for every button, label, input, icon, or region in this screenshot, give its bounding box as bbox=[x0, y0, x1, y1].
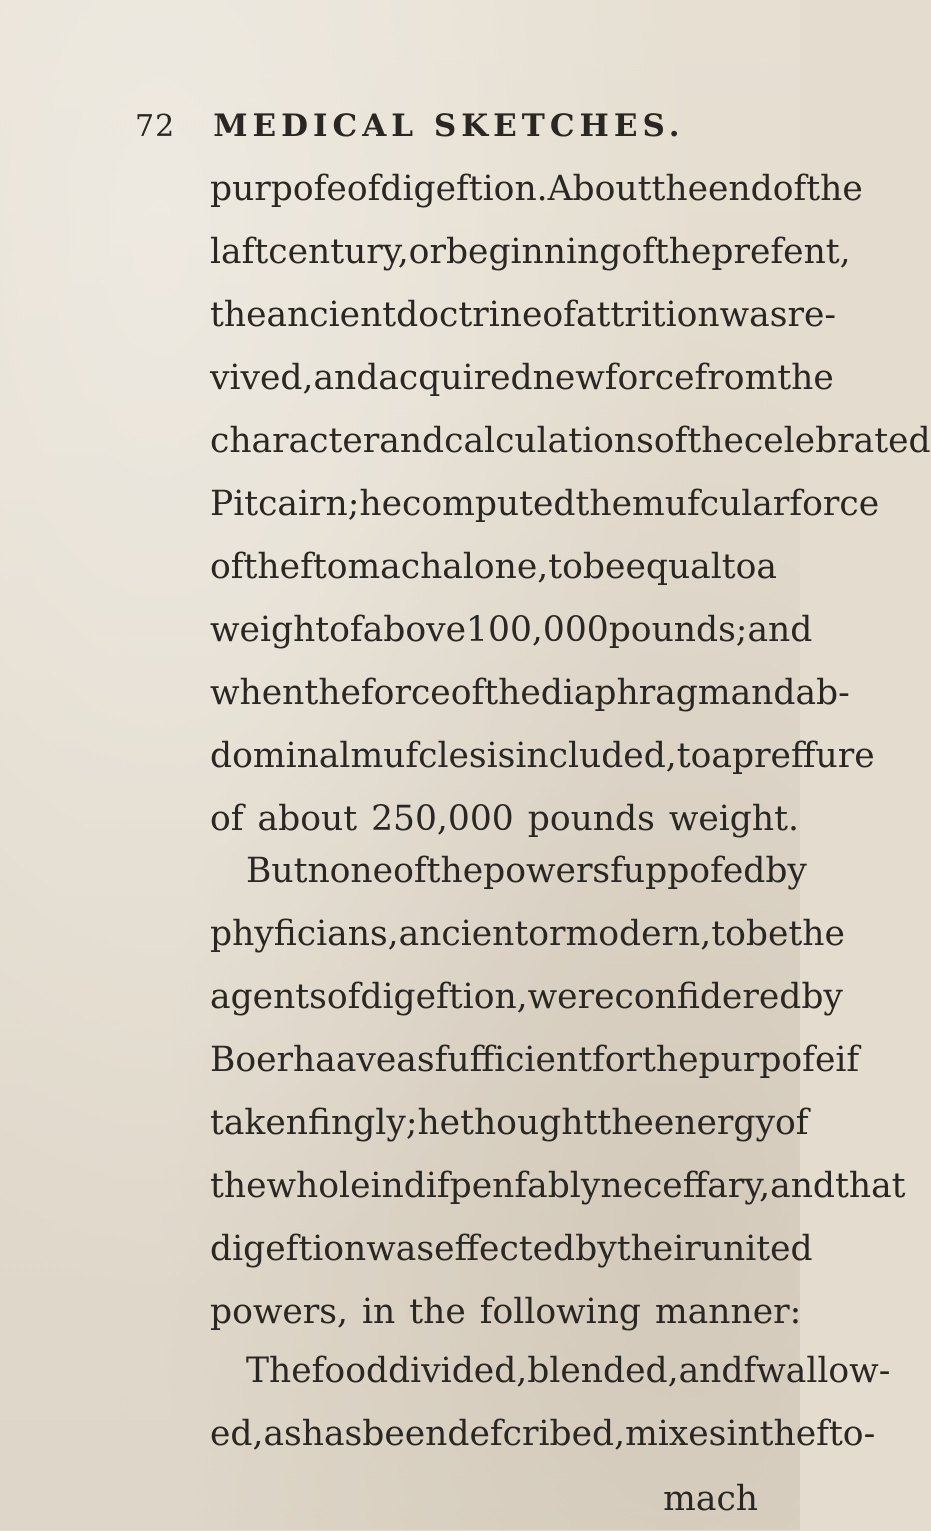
word: mufcles bbox=[350, 736, 487, 776]
word: the bbox=[597, 1103, 654, 1143]
text-line bbox=[210, 158, 863, 221]
word: as bbox=[263, 1414, 302, 1454]
word: computed bbox=[402, 484, 576, 524]
word: whole bbox=[266, 1166, 371, 1206]
text-line bbox=[210, 1155, 906, 1218]
word: by bbox=[575, 1229, 617, 1269]
word: and bbox=[770, 1166, 836, 1206]
word: the bbox=[788, 914, 845, 954]
text-line bbox=[210, 840, 807, 903]
word: powers, bbox=[210, 1292, 348, 1332]
text-line bbox=[210, 662, 850, 725]
word: as bbox=[396, 1040, 435, 1080]
text-line bbox=[210, 1281, 802, 1344]
word: weight. bbox=[668, 799, 799, 839]
text-line bbox=[210, 966, 843, 1029]
text-line bbox=[210, 599, 813, 662]
word: for bbox=[591, 1040, 643, 1080]
word: diaphragm bbox=[540, 673, 731, 713]
word: confidered bbox=[614, 977, 802, 1017]
word: a bbox=[711, 736, 732, 776]
word: of bbox=[653, 421, 688, 461]
word: by bbox=[765, 851, 807, 891]
word: united bbox=[700, 1229, 813, 1269]
word: energy bbox=[653, 1103, 775, 1143]
word: the bbox=[759, 1414, 817, 1454]
word: pounds bbox=[527, 799, 655, 839]
word: and bbox=[313, 358, 379, 398]
word: ftomach bbox=[300, 547, 443, 587]
text-line bbox=[210, 410, 931, 473]
word: and bbox=[379, 421, 445, 461]
word: new bbox=[532, 358, 605, 398]
word: prefent, bbox=[711, 232, 851, 272]
word: the bbox=[806, 169, 863, 209]
word: equal bbox=[625, 547, 722, 587]
text-line bbox=[210, 1092, 809, 1155]
word: above bbox=[362, 610, 467, 650]
word: their bbox=[616, 1229, 701, 1269]
word: of bbox=[393, 851, 427, 891]
word: of bbox=[329, 610, 363, 650]
word: divided, bbox=[388, 1351, 528, 1391]
word: of bbox=[772, 169, 807, 209]
word: the bbox=[210, 295, 267, 335]
word: were bbox=[527, 977, 615, 1017]
word: beginning bbox=[445, 232, 622, 272]
word: indifpenfably bbox=[370, 1166, 601, 1206]
word: or bbox=[408, 232, 446, 272]
word: ancient bbox=[398, 914, 529, 954]
word: he bbox=[359, 484, 403, 524]
word: was bbox=[719, 295, 788, 335]
word: the bbox=[654, 232, 712, 272]
word: the bbox=[426, 851, 484, 891]
word: The bbox=[246, 1351, 312, 1391]
word: doctrine bbox=[396, 295, 543, 335]
paragraph-1 bbox=[210, 158, 931, 851]
word: and bbox=[747, 610, 813, 650]
word: to bbox=[548, 547, 583, 587]
text-line bbox=[210, 284, 837, 347]
word: end bbox=[708, 169, 773, 209]
catchword-block bbox=[210, 1468, 758, 1531]
running-head bbox=[135, 108, 695, 148]
word: purpofe bbox=[698, 1040, 836, 1080]
word: a bbox=[756, 547, 777, 587]
word: force bbox=[360, 673, 451, 713]
word: of bbox=[542, 295, 576, 335]
word: ed, bbox=[210, 1414, 264, 1454]
word: the bbox=[651, 169, 709, 209]
word: 100,000 bbox=[466, 610, 609, 650]
text-line bbox=[210, 1340, 891, 1403]
word: been bbox=[362, 1414, 448, 1454]
word: be bbox=[582, 547, 626, 587]
paragraph-3 bbox=[210, 1340, 891, 1466]
word: neceffary, bbox=[600, 1166, 771, 1206]
word: ab- bbox=[795, 673, 850, 713]
word: when bbox=[210, 673, 305, 713]
text-line bbox=[210, 1029, 860, 1092]
text-line bbox=[210, 473, 880, 536]
word: the bbox=[642, 1040, 699, 1080]
word: of bbox=[210, 799, 244, 839]
word: none bbox=[307, 851, 394, 891]
page-number: 72 bbox=[135, 109, 176, 144]
word: the bbox=[304, 673, 361, 713]
catchword: mach bbox=[663, 1479, 758, 1519]
text-line bbox=[210, 1403, 876, 1466]
word: and bbox=[678, 1351, 744, 1391]
word: fuppofed bbox=[610, 851, 766, 891]
word: in bbox=[361, 1292, 396, 1332]
word: of bbox=[621, 232, 655, 272]
word: that bbox=[835, 1166, 906, 1206]
word: purpofe bbox=[210, 169, 347, 209]
text-line bbox=[210, 347, 834, 410]
word: digeftion bbox=[210, 1229, 367, 1269]
word: powers bbox=[483, 851, 611, 891]
word: attrition bbox=[575, 295, 720, 335]
word: to bbox=[721, 547, 757, 587]
word: Pitcairn; bbox=[210, 484, 360, 524]
word: is bbox=[486, 736, 516, 776]
word: alone, bbox=[442, 547, 549, 587]
word: the bbox=[409, 1292, 466, 1332]
word: was bbox=[366, 1229, 435, 1269]
word: taken bbox=[210, 1103, 308, 1143]
word: the bbox=[210, 1166, 267, 1206]
word: re- bbox=[787, 295, 837, 335]
word: character bbox=[210, 421, 380, 461]
word: About bbox=[547, 169, 652, 209]
word: of bbox=[450, 673, 485, 713]
word: food bbox=[311, 1351, 389, 1391]
word: force bbox=[789, 484, 880, 524]
word: has bbox=[301, 1414, 363, 1454]
word: 250,000 bbox=[371, 799, 514, 839]
word: dominal bbox=[210, 736, 351, 776]
word: about bbox=[257, 799, 358, 839]
word: fingly; bbox=[307, 1103, 418, 1143]
word: included, bbox=[515, 736, 677, 776]
word: weight bbox=[210, 610, 330, 650]
word: effected bbox=[434, 1229, 576, 1269]
word: ancient bbox=[266, 295, 397, 335]
word: the bbox=[687, 421, 744, 461]
word: preffure bbox=[731, 736, 875, 776]
text-line bbox=[210, 536, 777, 599]
word: Boerhaave bbox=[210, 1040, 397, 1080]
word: agents bbox=[210, 977, 327, 1017]
word: of bbox=[210, 547, 244, 587]
word: in bbox=[726, 1414, 760, 1454]
word: from bbox=[694, 358, 778, 398]
word: digeftion, bbox=[360, 977, 528, 1017]
word: of bbox=[326, 977, 361, 1017]
word: calculations bbox=[444, 421, 654, 461]
word: the bbox=[777, 358, 834, 398]
word: of bbox=[774, 1103, 809, 1143]
word: vived, bbox=[210, 358, 314, 398]
word: century, bbox=[268, 232, 409, 272]
text-line bbox=[210, 725, 875, 788]
word: he bbox=[417, 1103, 461, 1143]
word: defcribed, bbox=[447, 1414, 626, 1454]
word: pounds; bbox=[608, 610, 748, 650]
word: blended, bbox=[527, 1351, 679, 1391]
running-title: MEDICAL SKETCHES. bbox=[213, 108, 685, 144]
word: fto- bbox=[816, 1414, 876, 1454]
word: of bbox=[346, 169, 381, 209]
word: celebrated bbox=[743, 421, 931, 461]
word: or bbox=[528, 914, 566, 954]
text-line bbox=[210, 221, 851, 284]
word: thought bbox=[460, 1103, 598, 1143]
word: But bbox=[246, 851, 308, 891]
word: laft bbox=[210, 232, 269, 272]
word: if bbox=[835, 1040, 860, 1080]
word: by bbox=[801, 977, 843, 1017]
word: be bbox=[745, 914, 789, 954]
word: the bbox=[243, 547, 301, 587]
word: and bbox=[730, 673, 796, 713]
word: to bbox=[711, 914, 746, 954]
word: phyficians, bbox=[210, 914, 399, 954]
word: modern, bbox=[565, 914, 712, 954]
word: mixes bbox=[625, 1414, 727, 1454]
word: the bbox=[575, 484, 633, 524]
text-line bbox=[210, 903, 845, 966]
word: fufficient bbox=[434, 1040, 592, 1080]
word: mufcular bbox=[632, 484, 790, 524]
word: force bbox=[604, 358, 695, 398]
word: fwallow- bbox=[743, 1351, 891, 1391]
word: to bbox=[676, 736, 712, 776]
word: acquired bbox=[378, 358, 533, 398]
word: manner: bbox=[655, 1292, 802, 1332]
word: the bbox=[484, 673, 541, 713]
word: digeftion. bbox=[380, 169, 548, 209]
word: following bbox=[479, 1292, 641, 1332]
text-line bbox=[210, 1218, 813, 1281]
paragraph-2 bbox=[210, 840, 906, 1344]
